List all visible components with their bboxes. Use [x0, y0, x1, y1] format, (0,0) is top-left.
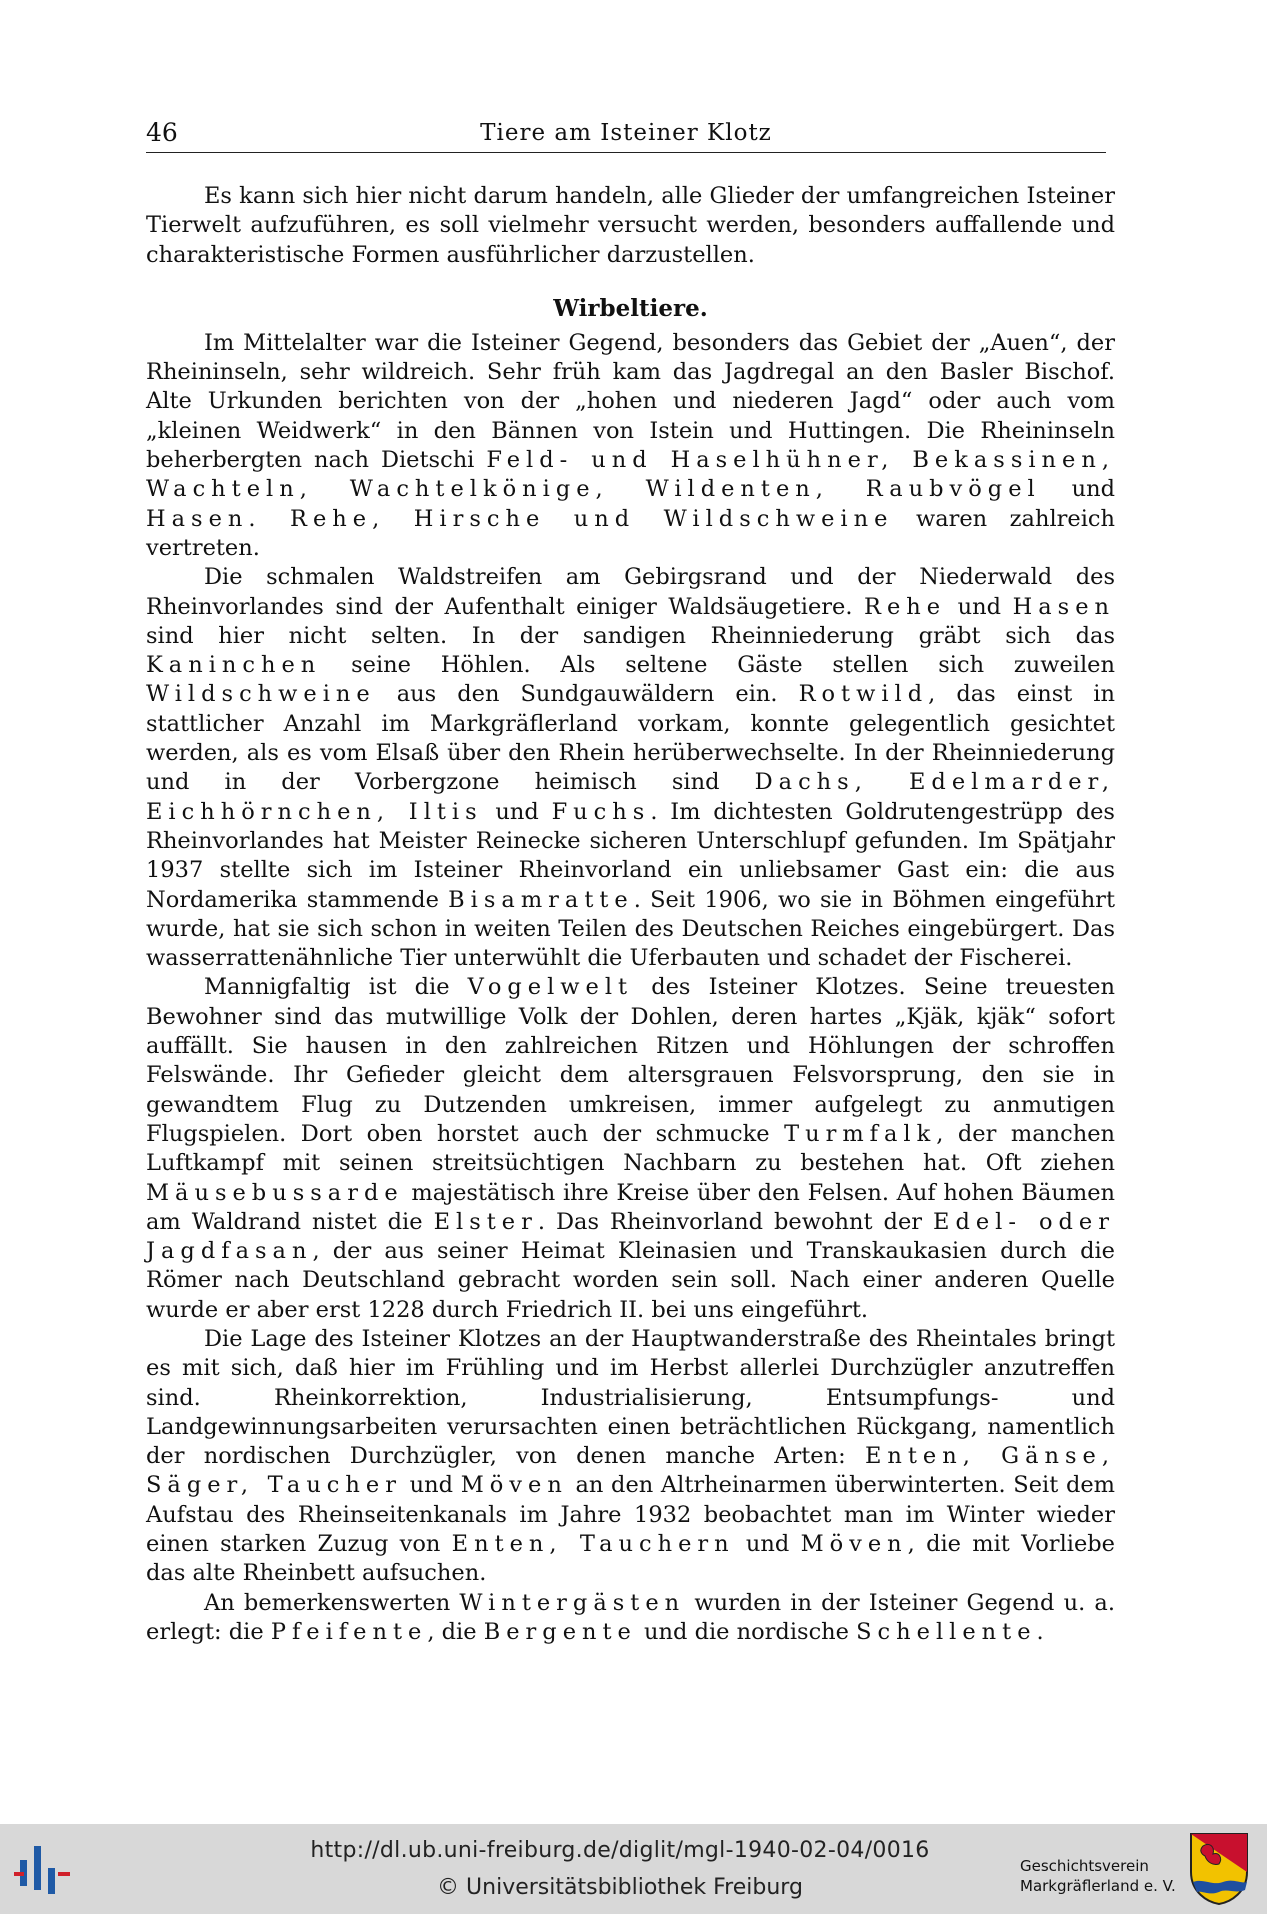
- permalink[interactable]: http://dl.ub.uni-freiburg.de/diglit/mgl-1940-02-04/0016: [310, 1838, 930, 1863]
- spaced-term: Feld- und Haselhühner, Bekassinen, Wachteln, Wachtelkönige, Wildenten, Raubvögel: [146, 447, 1116, 503]
- text-run: wurden in der Isteiner Gegend u. a. erlegt: die: [146, 1589, 1115, 1645]
- text-run: Die schmalen Waldstreifen am Gebirgsrand und der Niederwald des Rheinvorlandes sind der Aufenthalt einiger Waldsäugetiere.: [146, 564, 1115, 620]
- spaced-term: Mäusebussarde: [146, 1179, 404, 1206]
- body-text: [146, 182, 1115, 1647]
- text-run: waren zahlreich vertreten.: [146, 505, 1115, 561]
- spaced-term: Möven: [800, 1531, 908, 1558]
- society-name: [1020, 1856, 1185, 1896]
- copyright-notice: © Universitätsbibliothek Freiburg: [437, 1875, 803, 1900]
- spaced-term: Enten, Tauchern: [451, 1531, 735, 1558]
- spaced-term: Fuchs: [551, 798, 651, 825]
- text-run: . Das Rheinvorland bewohnt der: [537, 1208, 934, 1235]
- spaced-term: Bergente: [483, 1618, 637, 1645]
- spaced-term: Turmfalk: [784, 1120, 937, 1147]
- society-name-line-2: Markgräflerland e. V.: [1020, 1877, 1176, 1895]
- spaced-term: Schellente: [856, 1618, 1037, 1645]
- spaced-term: Möven: [460, 1472, 568, 1499]
- spaced-term: Pfeifente: [270, 1618, 428, 1645]
- spaced-term: Elster: [433, 1208, 538, 1235]
- page-header: [146, 118, 1106, 153]
- spaced-term: Wildschweine: [146, 681, 376, 708]
- spaced-term: Hasen: [1012, 593, 1115, 620]
- text-run: , die: [427, 1618, 484, 1645]
- paragraph-5: [146, 1589, 1115, 1648]
- text-run: seine Höhlen. Als seltene Gäste stellen sich zuweilen: [321, 652, 1115, 679]
- spaced-term: Hasen. Rehe, Hirsche und Wildschweine: [146, 505, 894, 532]
- text-run: und: [946, 593, 1013, 620]
- spaced-term: Enten, Gänse, Säger, Taucher: [146, 1443, 1116, 1499]
- running-title: Tiere am Isteiner Klotz: [480, 120, 772, 146]
- text-run: , der manchen Luftkampf mit seinen streitsüchtigen Nachbarn zu bestehen hat. Oft ziehen: [146, 1120, 1116, 1177]
- text-run: , die mit Vorliebe das alte Rheinbett aufsuchen.: [146, 1531, 1115, 1587]
- text-run: und die nordische: [636, 1618, 857, 1645]
- text-run: Im Mittelalter war die Isteiner Gegend, besonders das Gebiet der „Auen“, der Rheininseln, sehr wildreich. Sehr früh kam das Jagdregal an den Basler Bischof. Alte Urkunden berichten von der „hohen und niederen Jagd“ oder auch vom „kleinen Weidwerk“ in den Bännen von Istein und Huttingen. Die Rheininseln beherbergten nach Dietschi: [146, 329, 1115, 474]
- text-run: und: [482, 798, 552, 825]
- text-run: an den Altrheinarmen überwinterten. Seit dem Aufstau des Rheinseitenkanals im Jahre 1932 beobachtet man im Winter wieder einen starken Zuzug von: [146, 1472, 1115, 1558]
- text-run: Mannigfaltig ist die: [204, 974, 468, 1001]
- text-run: des Isteiner Klotzes. Seine treuesten Bewohner sind das mutwillige Volk der Dohlen, deren hartes „Kjäk, kjäk“ sofort auffällt. Sie hausen in den zahlreichen Ritzen und Höhlungen der schroffen Felswände. Ihr Gefieder gleicht dem altersgrauen Felsvorsprung, den sie in gewandtem Flug zu Dutzenden umkreisen, immer aufgelegt zu anmutigen Flugspielen. Dort oben horstet auch der schmucke: [146, 974, 1115, 1147]
- text-run: . Im dichtesten Goldrutengestrüpp des Rheinvorlandes hat Meister Reinecke sicheren Unterschlupf gefunden. Im Spätjahr 1937 stellte sich im Isteiner Rheinvorland ein unliebsamer Gast ein: die aus Nordamerika stammende: [146, 798, 1115, 913]
- page-number: 46: [146, 118, 178, 147]
- coat-of-arms-icon: [1189, 1832, 1249, 1906]
- spaced-term: Rotwild: [798, 681, 929, 708]
- paragraph-3: [146, 973, 1115, 1325]
- text-run: und: [734, 1531, 801, 1558]
- spaced-term: Wintergästen: [459, 1589, 686, 1616]
- society-name-line-1: Geschichtsverein: [1020, 1857, 1149, 1875]
- spaced-term: Edel- oder Jagdfasan: [146, 1208, 1116, 1265]
- intro-paragraph: Es kann sich hier nicht darum handeln, alle Glieder der umfangreichen Isteiner Tierwelt aufzuführen, es soll vielmehr versucht werden, besonders auffallende und charakteristische Formen ausführlicher darzustellen.: [146, 183, 1115, 268]
- spaced-term: Dachs, Edelmarder, Eichhörnchen, Iltis: [146, 769, 1115, 825]
- text-run: und: [1040, 476, 1115, 503]
- text-run: Die Lage des Isteiner Klotzes an der Hauptwanderstraße des Rheintales bringt es mit sich, daß hier im Frühling und im Herbst allerlei Durchzügler anzutreffen sind. Rheinkorrektion, Industrialisierung, Entsumpfungs- und Landgewinnungsarbeiten verursachten einen beträchtlichen Rückgang, namentlich der nordischen Durchzügler, von denen manche Arten:: [146, 1325, 1115, 1470]
- text-run: aus den Sundgauwäldern ein.: [375, 681, 799, 708]
- text-run: An bemerkenswerten: [204, 1589, 460, 1616]
- text-run: , der aus seiner Heimat Kleinasien und Transkaukasien durch die Römer nach Deutschland gebracht worden sein soll. Nach einer anderen Quelle wurde er aber erst 1228 durch Friedrich II. bei uns eingeführt.: [146, 1238, 1115, 1323]
- paragraph-1: [146, 329, 1115, 563]
- spaced-term: Rehe: [864, 593, 947, 620]
- text-run: und: [401, 1472, 461, 1499]
- viewer-footer: [0, 1824, 1267, 1914]
- text-run: , das einst in stattlicher Anzahl im Markgräflerland vorkam, konnte gelegentlich gesichtet werden, als es vom Elsaß über den Rhein herüberwechselte. In der Rheinniederung und in der Vorbergzone heimisch sind: [146, 681, 1115, 796]
- text-run: . Seit 1906, wo sie in Böhmen eingeführt wurde, hat sie sich schon in weiten Teilen des Deutschen Reiches eingebürgert. Das wasserrattenähnliche Tier unterwühlt die Uferbauten und schadet der Fischerei.: [146, 886, 1115, 972]
- section-heading: Wirbeltiere.: [553, 294, 708, 322]
- text-run: sind hier nicht selten. In der sandigen Rheinniederung gräbt sich das: [146, 622, 1115, 649]
- spaced-term: Kaninchen: [146, 652, 322, 679]
- paragraph-4: [146, 1325, 1115, 1589]
- text-run: majestätisch ihre Kreise über den Felsen. Auf hohen Bäumen am Waldrand nistet die: [146, 1179, 1115, 1235]
- spaced-term: Vogelwelt: [467, 974, 634, 1001]
- spaced-term: Bisamratte: [448, 886, 634, 913]
- paragraph-2: [146, 563, 1115, 973]
- ub-freiburg-logo-icon[interactable]: [14, 1838, 74, 1898]
- text-run: .: [1036, 1618, 1044, 1645]
